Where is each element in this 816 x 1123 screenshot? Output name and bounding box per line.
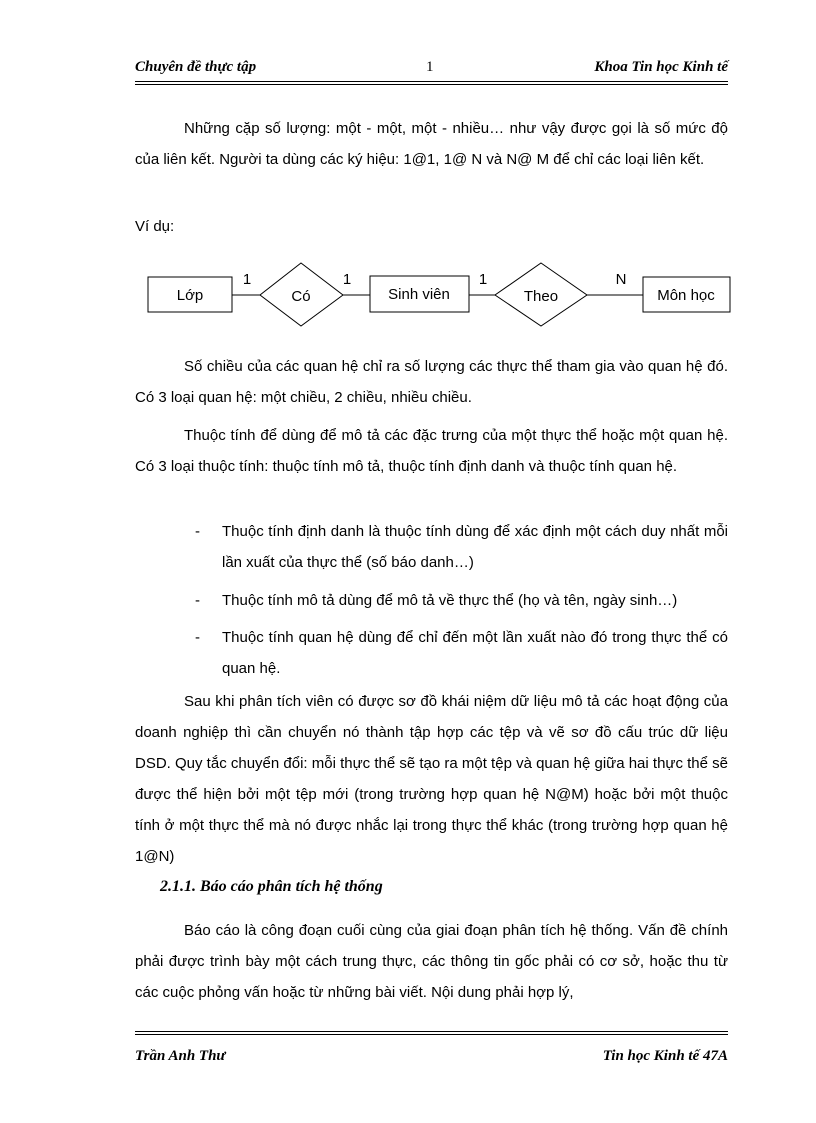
bullet-dash: -: [195, 523, 200, 540]
footer-left: Trần Anh Thư: [135, 1048, 226, 1064]
paragraph-dimension: Số chiều của các quan hệ chỉ ra số lượng các thực thể tham gia vào quan hệ đó. Có 3 loại quan hệ: một chiều, 2 chiều, nhiều chiều.: [135, 358, 728, 406]
bullet-text: Thuộc tính mô tả dùng để mô tả về thực thể (họ và tên, ngày sinh…): [222, 592, 678, 609]
entity-monhoc-label: Môn học: [657, 287, 715, 304]
cardinality-4: N: [615, 271, 627, 288]
footer-rule: [135, 1031, 728, 1032]
cardinality-2: 1: [342, 271, 352, 288]
paragraph-attributes: Thuộc tính để dùng để mô tả các đặc trưng của một thực thể hoặc một quan hệ. Có 3 loại thuộc tính: thuộc tính mô tả, thuộc tính định danh và thuộc tính quan hệ.: [135, 427, 728, 475]
bullet-dash: -: [195, 629, 200, 646]
cardinality-3: 1: [478, 271, 488, 288]
entity-sinhvien-label: Sinh viên: [388, 286, 450, 303]
relation-theo-label: Theo: [523, 288, 559, 305]
paragraph-conversion: Sau khi phân tích viên có được sơ đồ khái niệm dữ liệu mô tả các hoạt động của doanh nghiệp thì cần chuyển nó thành tập hợp các tệp và vẽ sơ đồ cấu trúc dữ liệu DSD. Quy tắc chuyển đổi: mỗi thực thể sẽ tạo ra một tệp và quan hệ giữa hai thực thể sẽ được thể hiện bởi một tệp mới (trong trường hợp quan hệ N@M) hoặc bởi một thuộc tính ở một thực thể mà nó được nhắc lại trong thực thể khác (trong trường hợp quan hệ 1@N): [135, 693, 728, 865]
er-diagram: [140, 262, 740, 332]
bullet-dash: -: [195, 592, 200, 609]
cardinality-1: 1: [242, 271, 252, 288]
entity-lop-label: Lớp: [176, 287, 204, 304]
header-left: Chuyên đề thực tập: [135, 59, 257, 75]
list-item: [195, 516, 728, 578]
example-label: Ví dụ:: [135, 218, 175, 235]
footer-right: Tin học Kinh tế 47A: [602, 1048, 728, 1064]
list-item: [195, 585, 728, 616]
page-number: 1: [426, 59, 434, 75]
header-right: Khoa Tin học Kinh tế: [594, 59, 728, 75]
relation-co-label: Có: [291, 288, 311, 305]
list-item: [195, 622, 728, 684]
paragraph-report: Báo cáo là công đoạn cuối cùng của giai đoạn phân tích hệ thống. Vấn đề chính phải được trình bày một cách trung thực, các thông tin gốc phải có cơ sở, hoặc thu từ các cuộc phỏng vấn hoặc từ những bài viết. Nội dung phải hợp lý,: [135, 922, 728, 1001]
header-rule-2: [135, 84, 728, 85]
footer-rule-2: [135, 1034, 728, 1035]
paragraph-cardinality: Những cặp số lượng: một - một, một - nhiều… như vậy được gọi là số mức độ của liên kết. Người ta dùng các ký hiệu: 1@1, 1@ N và N@ M để chỉ các loại liên kết.: [135, 120, 728, 168]
bullet-text: Thuộc tính định danh là thuộc tính dùng để xác định một cách duy nhất mỗi lần xuất của thực thể (số báo danh…): [222, 523, 728, 571]
section-heading: 2.1.1. Báo cáo phân tích hệ thống: [160, 878, 383, 895]
bullet-text: Thuộc tính quan hệ dùng để chỉ đến một lần xuất nào đó trong thực thể có quan hệ.: [222, 629, 728, 677]
header-rule: [135, 81, 728, 82]
